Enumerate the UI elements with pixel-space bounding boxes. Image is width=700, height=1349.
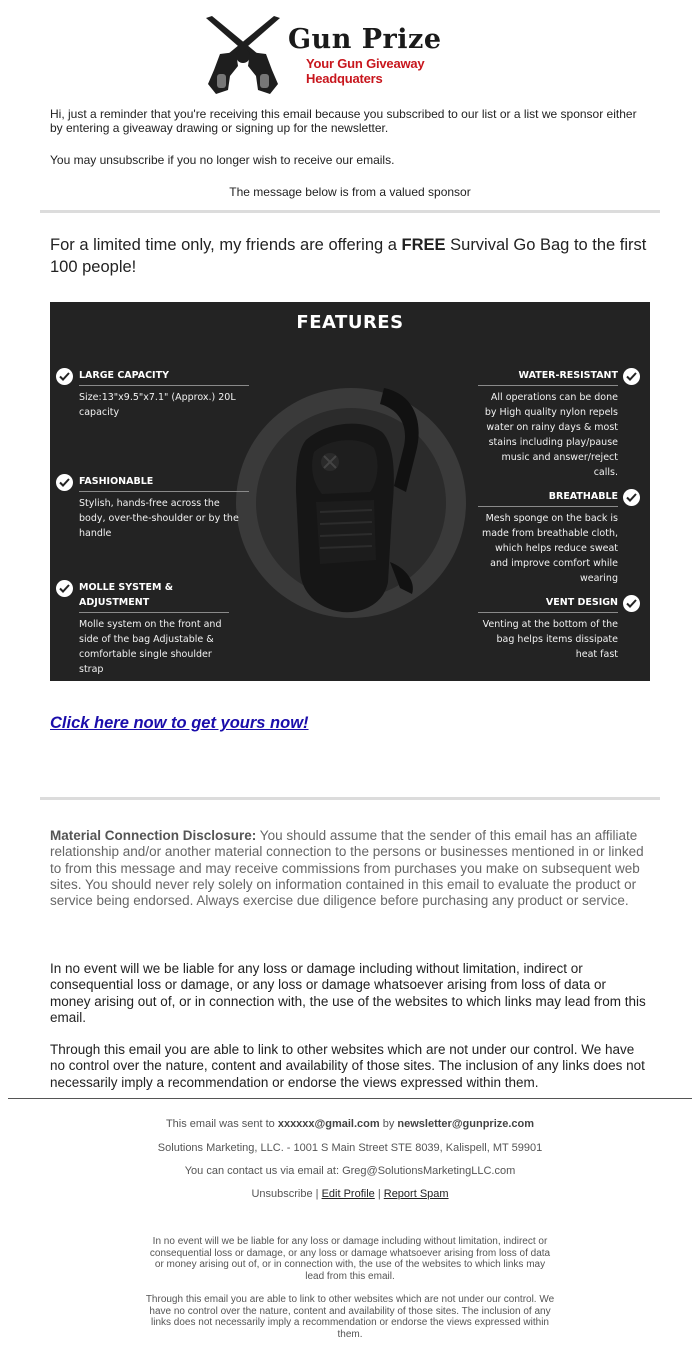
sling-backpack-image [266,382,436,622]
features-banner[interactable] [50,302,650,681]
feature-heading: VENT DESIGN [478,595,618,613]
contact-email: You can contact us via email at: Greg@SolutionsMarketingLLC.com [184,1165,516,1177]
link-separator: | [374,1188,384,1200]
feature-heading: FASHIONABLE [79,474,249,492]
feature-heading: WATER-RESISTANT [478,368,618,386]
footer-liability-notice: In no event will we be liable for any loss or damage including without limitation, indirect or consequential loss or damage, or any loss or damage whatsoever arising from loss of data or money arising out of, or in connection with, the use of the websites to which links may lead from this email. [149,1236,551,1282]
footer-links [0,1188,700,1201]
feature-description: Molle system on the front and side of the bag Adjustable & comfortable single shoulder strap [79,619,222,675]
offer-headline [50,234,650,278]
sent-by-text: by [379,1118,398,1130]
disclosure-label: Material Connection Disclosure: [50,828,257,843]
feature-description: Stylish, hands-free across the body, over-the-shoulder or by the handle [79,498,239,539]
footer-divider [8,1098,692,1099]
feature-breathable [478,489,618,586]
sent-to-line [0,1118,700,1131]
divider [40,210,660,213]
check-icon [623,489,640,506]
feature-heading: LARGE CAPACITY [79,368,249,386]
edit-profile-link[interactable]: Edit Profile [321,1188,375,1200]
footer-links-notice: Through this email you are able to link to other websites which are not under our control. We have no control over the nature, content and availability of those sites. The inclusion of any links does not necessarily imply a recommendation or endorse the views expressed within them. [145,1294,555,1340]
feature-description: All operations can be done by High quality nylon repels water on rainy days & most stains including play/pause music and answer/reject calls. [484,392,618,478]
feature-heading: MOLLE SYSTEM & ADJUSTMENT [79,580,229,613]
feature-large-capacity [79,368,249,420]
disclosure-text: You should assume that the sender of this email has an affiliate relationship and/or another material connection to the persons or businesses mentioned in or linked to from this message and may receive commissions from purchases you make on subsequent web sites. You should never rely solely on information contained in this email to evaluate the product or service being endorsed. Always exercise due diligence before purchasing any product or service. [50,828,644,909]
check-icon [623,368,640,385]
feature-description: Size:13"x9.5"x7.1" (Approx.) 20L capacity [79,392,236,418]
brand-name: Gun Prize [288,24,442,55]
headline-free: FREE [401,236,446,254]
feature-molle-system [79,580,229,677]
get-yours-link[interactable]: Click here now to get yours now! [50,714,309,732]
headline-text-pre: For a limited time only, my friends are offering a [50,236,402,254]
feature-description: Venting at the bottom of the bag helps items dissipate heat fast [482,619,618,660]
gun-prize-logo[interactable] [200,14,500,96]
feature-fashionable [79,474,249,541]
crossed-revolvers-icon [200,14,286,96]
brand-tagline: Your Gun Giveaway Headquaters [306,56,425,86]
sponsor-note: The message below is from a valued sponsor [229,185,471,199]
external-links-notice: Through this email you are able to link to other websites which are not under our control. We have no control over the nature, content and availability of those sites. The inclusion of any links does not necessarily imply a recommendation or endorse the views expressed within them. [50,1042,645,1090]
sent-to-text: This email was sent to [165,1118,278,1130]
unsubscribe-note: You may unsubscribe if you no longer wish to receive our emails. [50,153,395,167]
divider [40,797,660,800]
report-spam-link[interactable]: Report Spam [383,1188,449,1200]
feature-vent-design [478,595,618,662]
company-address: Solutions Marketing, LLC. - 1001 S Main Street STE 8039, Kalispell, MT 59901 [157,1142,543,1154]
check-icon [623,595,640,612]
check-icon [56,474,73,491]
headline-text-post: Survival Go Bag to the first 100 people! [50,236,647,276]
feature-heading: BREATHABLE [478,489,618,507]
link-separator: | [312,1188,322,1200]
material-connection-disclosure [50,828,650,909]
feature-description: Mesh sponge on the back is made from breathable cloth, which helps reduce sweat and improve comfort while wearing [481,513,618,584]
features-title: FEATURES [296,312,404,333]
feature-water-resistant [478,368,618,480]
liability-notice: In no event will we be liable for any loss or damage including without limitation, indirect or consequential loss or damage, or any loss or damage whatsoever arising from loss of data or money arising out of, or in connection with, the use of the websites to which links may lead from this email. [50,961,646,1025]
subscription-reminder: Hi, just a reminder that you're receiving this email because you subscribed to our list or a list we sponsor either by entering a giveaway drawing or signing up for the newsletter. [50,107,637,135]
check-icon [56,580,73,597]
check-icon [56,368,73,385]
unsubscribe-link[interactable]: Unsubscribe [251,1188,313,1200]
recipient-email: xxxxxx@gmail.com [277,1118,380,1130]
sender-email: newsletter@gunprize.com [397,1118,535,1130]
